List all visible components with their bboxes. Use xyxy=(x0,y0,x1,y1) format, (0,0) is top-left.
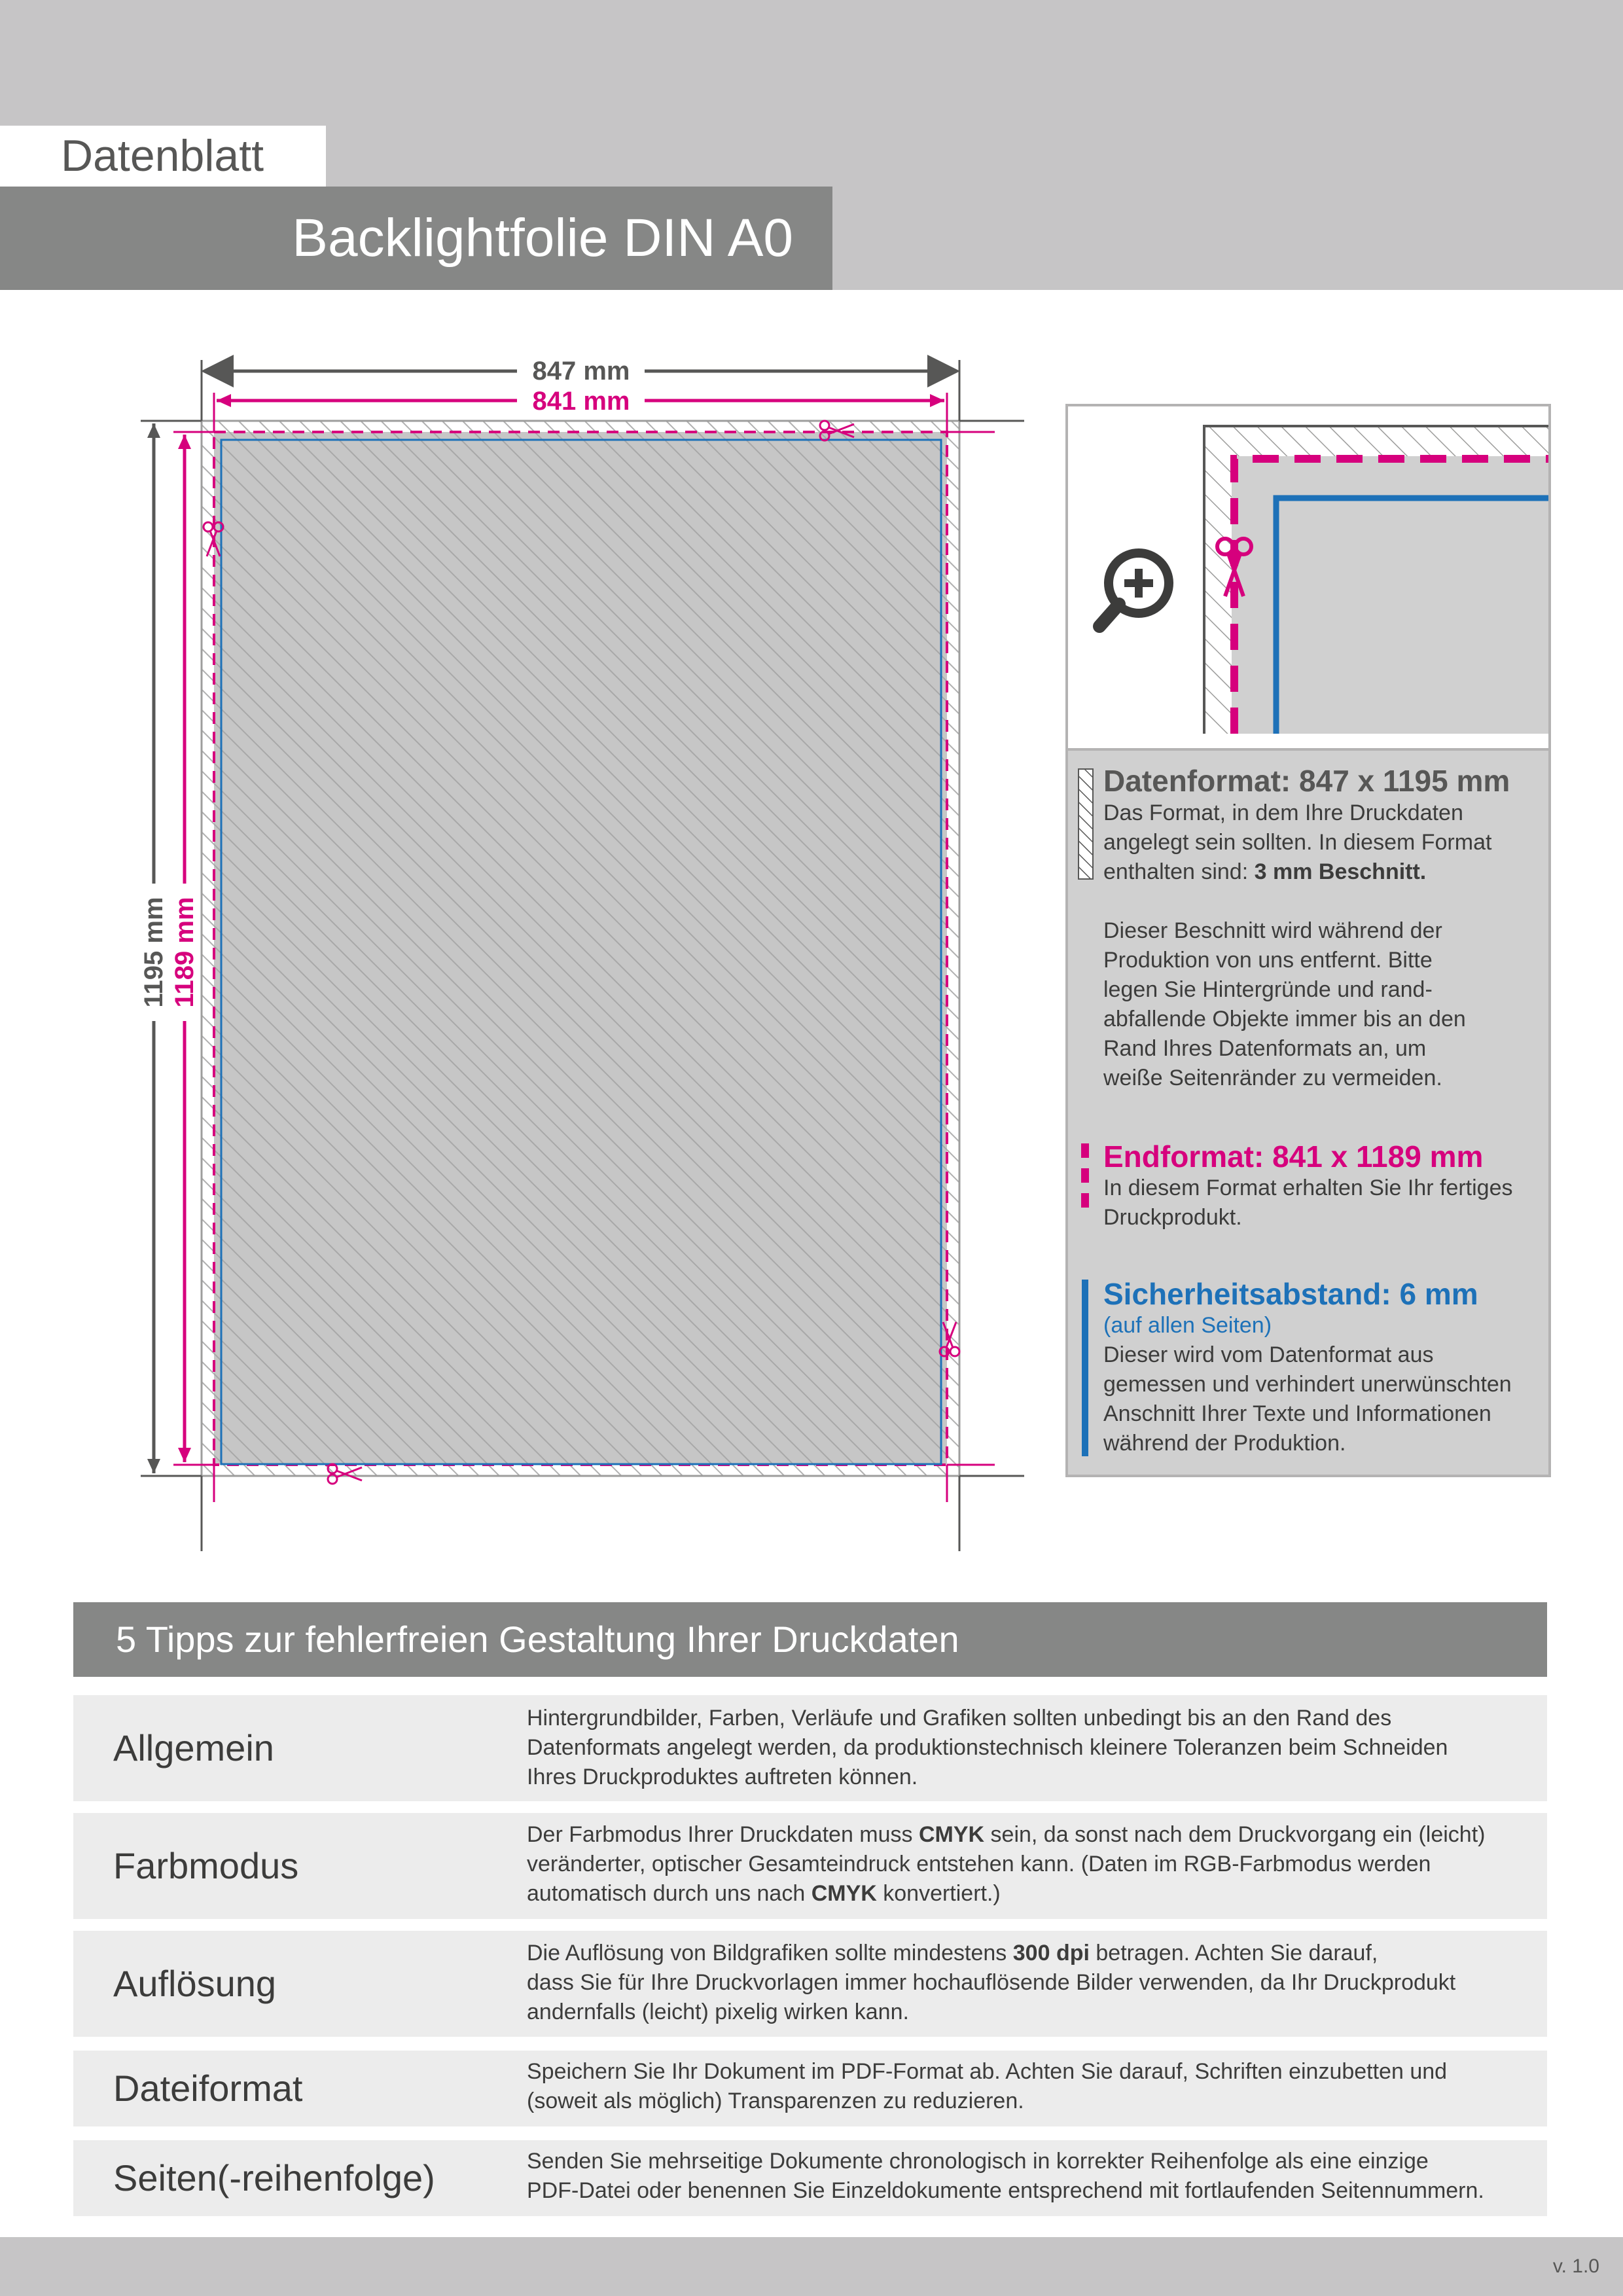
text-line: legen Sie Hintergründe und rand- xyxy=(1103,977,1433,1002)
zoom-in-icon xyxy=(1099,553,1169,626)
tip-text xyxy=(527,2147,1535,2206)
width-inner-label: 841 mm xyxy=(532,387,630,416)
sicherheit-subheading: (auf allen Seiten) xyxy=(1103,1313,1272,1338)
tip-text xyxy=(527,1939,1535,2027)
tip-label: Farbmodus xyxy=(113,1845,299,1886)
text-line: während der Produktion. xyxy=(1103,1431,1346,1456)
page-title: Backlightfolie DIN A0 xyxy=(292,208,793,268)
tip-text xyxy=(527,2057,1535,2116)
text-line: andernfalls (leicht) pixelig wirken kann. xyxy=(527,2000,909,2024)
text-line: Hintergrundbilder, Farben, Verläufe und Grafiken sollten unbedingt bis an den Rand des xyxy=(527,1706,1392,1731)
text-line: Druckprodukt. xyxy=(1103,1205,1242,1230)
text-line: angelegt sein sollten. In diesem Format xyxy=(1103,830,1492,855)
tip-text xyxy=(527,1820,1535,1909)
sicherheit-heading: Sicherheitsabstand: 6 mm xyxy=(1103,1277,1478,1311)
text-line: dass Sie für Ihre Druckvorlagen immer hochauflösende Bilder verwenden, da Ihr Druckprodukt xyxy=(527,1970,1456,1995)
text-line: Datenformats angelegt werden, da produktionstechnisch kleinere Toleranzen beim Schneiden xyxy=(527,1735,1448,1760)
tip-label: Seiten(-reihenfolge) xyxy=(113,2157,435,2198)
text-line: Senden Sie mehrseitige Dokumente chronologisch in korrekter Reihenfolge als eine einzige xyxy=(527,2149,1429,2174)
height-outer-label: 1195 mm xyxy=(139,897,168,1008)
text-line: weiße Seitenränder zu vermeiden. xyxy=(1103,1066,1442,1090)
cmyk-label: CMYK xyxy=(918,1822,985,1847)
text-span: Die Auflösung von Bildgrafiken sollte mindestens xyxy=(527,1941,1013,1965)
text-span: sein, da sonst nach dem Druckvorgang ein (leicht) xyxy=(984,1822,1486,1847)
trim-area xyxy=(214,432,947,1465)
text-line: veränderter, optischer Gesamteindruck entstehen kann. (Daten im RGB-Farbmodus werden xyxy=(527,1852,1431,1876)
text-line: Anschnitt Ihrer Texte und Informationen xyxy=(1103,1401,1491,1426)
tip-label: Allgemein xyxy=(113,1727,274,1768)
text-line: Ihres Druckproduktes auftreten können. xyxy=(527,1765,918,1789)
text-line xyxy=(527,1820,1535,1850)
text-line: gemessen und verhindert unerwünschten xyxy=(1103,1372,1512,1397)
zoom-detail-box xyxy=(1065,404,1551,751)
tip-label: Dateiformat xyxy=(113,2068,303,2109)
text-line: In diesem Format erhalten Sie Ihr fertiges xyxy=(1103,1175,1513,1200)
text-line: (soweit als möglich) Transparenzen zu reduzieren. xyxy=(527,2089,1024,2113)
text-line: PDF-Datei oder benennen Sie Einzeldokumente entsprechend mit fortlaufenden Seitennummern. xyxy=(527,2178,1484,2203)
tips-title: 5 Tipps zur fehlerfreien Gestaltung Ihrer Druckdaten xyxy=(116,1619,959,1660)
footer-band xyxy=(0,2237,1623,2296)
text-span: automatisch durch uns nach xyxy=(527,1881,812,1906)
datenformat-text xyxy=(1103,798,1542,887)
text-span: Der Farbmodus Ihrer Druckdaten muss xyxy=(527,1822,919,1847)
sicherheit-text xyxy=(1103,1340,1542,1458)
text-line: Produktion von uns entfernt. Bitte xyxy=(1103,948,1433,973)
text-line: Das Format, in dem Ihre Druckdaten xyxy=(1103,800,1463,825)
text-line: Dieser wird vom Datenformat aus xyxy=(1103,1342,1434,1367)
height-inner-label: 1189 mm xyxy=(170,897,199,1008)
bleed-amount: 3 mm Beschnitt. xyxy=(1254,859,1427,884)
text-span: enthalten sind: xyxy=(1103,859,1255,884)
endformat-text xyxy=(1103,1174,1542,1232)
text-line xyxy=(527,1879,1535,1909)
datenformat-heading: Datenformat: 847 x 1195 mm xyxy=(1103,764,1510,798)
cmyk-label: CMYK xyxy=(811,1881,877,1906)
tip-label: Auflösung xyxy=(113,1963,277,2004)
format-diagram xyxy=(0,290,1060,1573)
datenformat-legend-icon xyxy=(1079,769,1093,879)
text-line: Rand Ihres Datenformats an, um xyxy=(1103,1036,1427,1061)
tip-text xyxy=(527,1704,1535,1792)
version-label: v. 1.0 xyxy=(1552,2255,1599,2277)
width-outer-label: 847 mm xyxy=(532,357,630,386)
text-line: abfallende Objekte immer bis an den xyxy=(1103,1007,1466,1031)
text-line xyxy=(527,1939,1535,1968)
text-line xyxy=(1103,857,1542,887)
document-type-label: Datenblatt xyxy=(61,131,264,181)
text-line: Speichern Sie Ihr Dokument im PDF-Format ab. Achten Sie darauf, Schriften einzubetten und xyxy=(527,2059,1448,2084)
endformat-heading: Endformat: 841 x 1189 mm xyxy=(1103,1139,1484,1174)
text-span: konvertiert.) xyxy=(876,1881,1001,1906)
beschnitt-text xyxy=(1103,916,1542,1093)
dpi-label: 300 dpi xyxy=(1012,1941,1090,1965)
text-span: betragen. Achten Sie darauf, xyxy=(1089,1941,1378,1965)
text-line: Dieser Beschnitt wird während der xyxy=(1103,918,1442,943)
